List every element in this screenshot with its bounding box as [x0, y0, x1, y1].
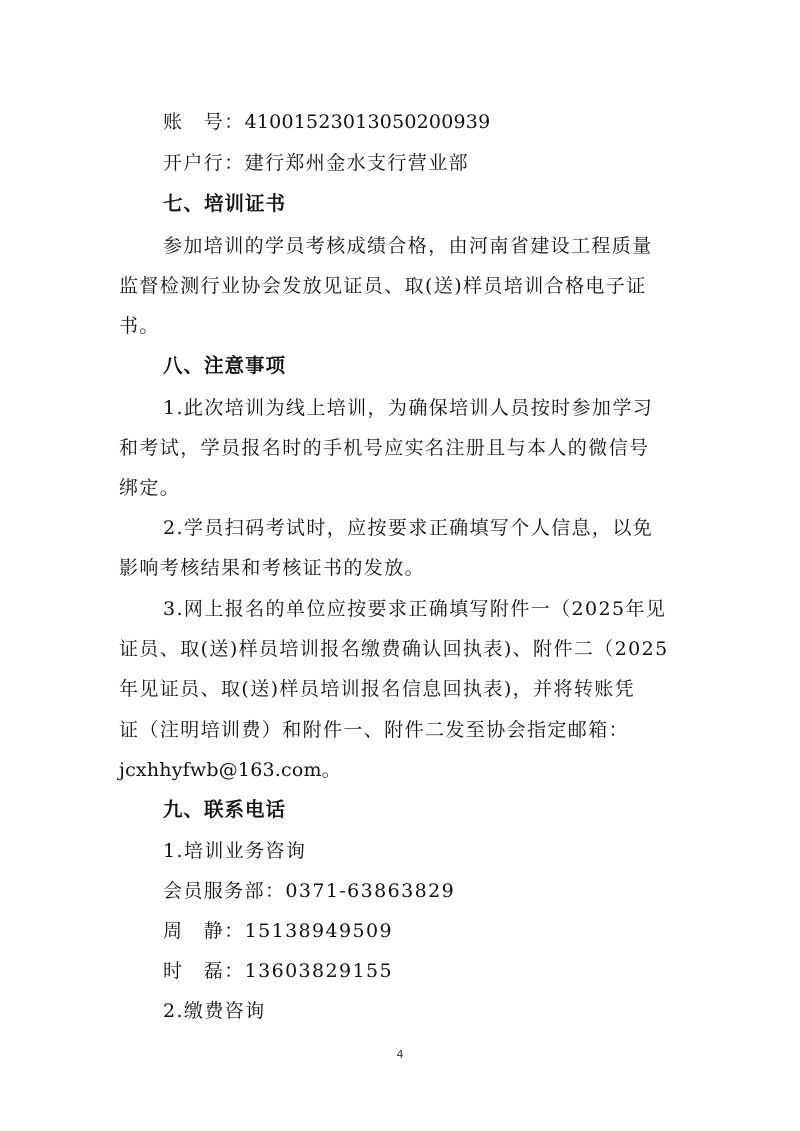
paragraph-line: 3.网上报名的单位应按要求正确填写附件一（2025年见	[163, 598, 667, 620]
account-line	[163, 109, 490, 135]
page-number: 4	[396, 1048, 404, 1061]
section-heading-contacts: 九、联系电话	[163, 798, 287, 821]
account-label: 账 号：	[163, 111, 245, 133]
subheading-training-inquiry: 1.培训业务咨询	[163, 840, 307, 862]
section-heading-notes: 八、注意事项	[163, 354, 287, 377]
paragraph-line: 1.此次培训为线上培训，为确保培训人员按时参加学习	[163, 397, 654, 419]
contact-line: 时 磊：13603829155	[163, 960, 393, 982]
bank-value: 建行郑州金水支行营业部	[244, 152, 470, 174]
account-value: 41001523013050200939	[244, 111, 491, 133]
paragraph-line: 2.学员扫码考试时，应按要求正确填写个人信息，以免	[163, 517, 654, 539]
bank-label: 开户行：	[163, 152, 245, 174]
paragraph-line: 影响考核结果和考核证书的发放。	[119, 557, 426, 579]
paragraph-line: 参加培训的学员考核成绩合格，由河南省建设工程质量	[163, 235, 653, 257]
section-heading-certificate: 七、培训证书	[163, 192, 287, 215]
subheading-payment-inquiry: 2.缴费咨询	[163, 1000, 266, 1022]
paragraph-line: 年见证员、取(送)样员培训报名信息回执表)，并将转账凭	[119, 678, 636, 700]
paragraph-line: 和考试，学员报名时的手机号应实名注册且与本人的微信号	[119, 437, 650, 459]
contact-line: 会员服务部：0371-63863829	[163, 880, 456, 902]
email-address: jcxhhyfwb@163.com。	[119, 759, 341, 781]
paragraph-line: 证（注明培训费）和附件一、附件二发至协会指定邮箱：	[119, 719, 630, 741]
contact-line: 周 静：15138949509	[163, 920, 393, 942]
bank-line	[163, 150, 469, 176]
paragraph-line: 监督检测行业协会发放见证员、取(送)样员培训合格电子证	[119, 275, 647, 297]
paragraph-line: 绑定。	[119, 477, 181, 499]
paragraph-line: 书。	[119, 315, 160, 337]
paragraph-line: 证员、取(送)样员培训报名缴费确认回执表)、附件二（2025	[119, 638, 669, 660]
